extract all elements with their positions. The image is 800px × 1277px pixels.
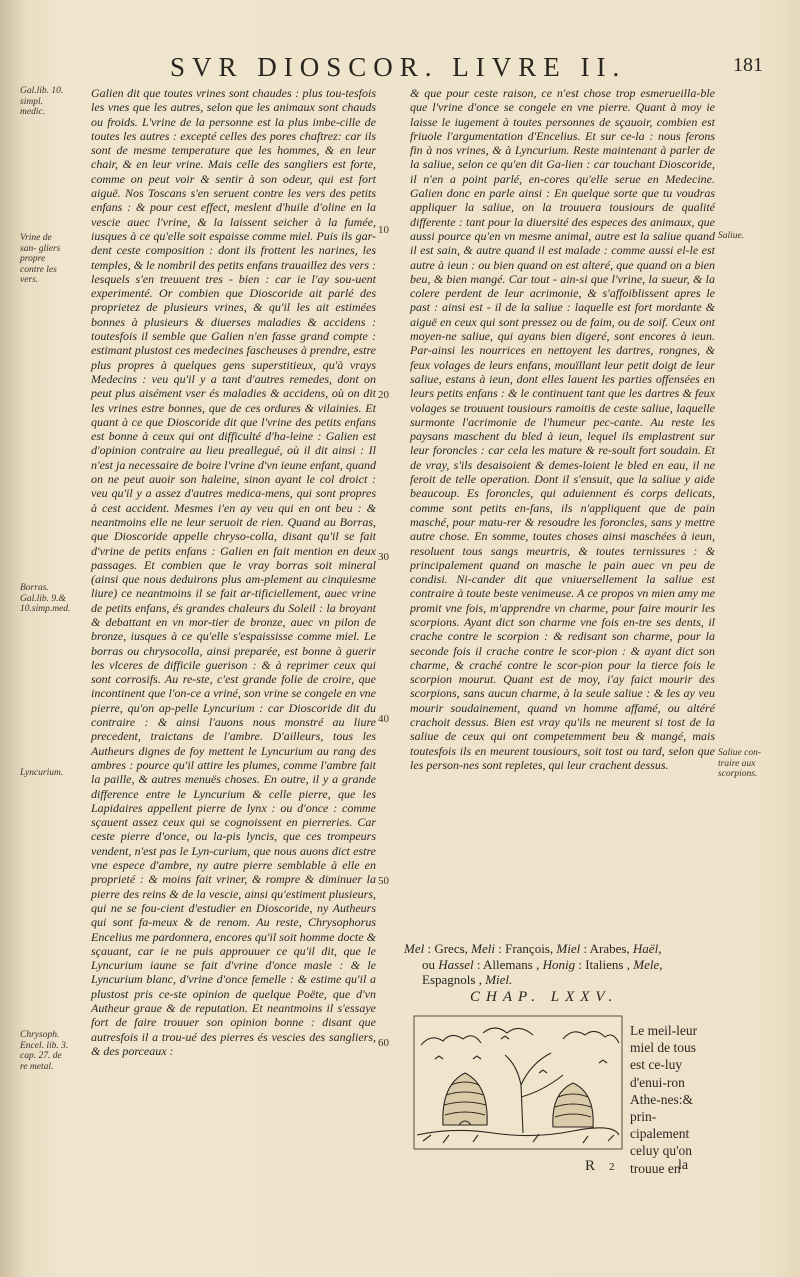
line-number: 40	[378, 713, 389, 725]
name-spanish-miel: Miel.	[485, 972, 513, 987]
label-german: : Allemans ,	[473, 956, 543, 972]
margin-note-borras: Borras. Gal.lib. 9.& 10.simp.med.	[20, 583, 71, 614]
chapter-body-text: Le meil-leur miel de tous est ce-luy d'enui-ron Athe-nes:& prin-cipalement celuy qu'on trouue en	[630, 1023, 698, 1176]
or-word: ou	[422, 956, 439, 972]
honey-names-line-1	[404, 941, 734, 957]
separator: ,	[658, 941, 662, 956]
margin-note-saliue-scorpions: Saliue con- traire aux scorpions.	[718, 748, 762, 779]
label-italian: : Italiens ,	[575, 956, 634, 972]
separator: ,	[659, 956, 663, 972]
running-title: SVR DIOSCOR. LIVRE II.	[170, 52, 627, 82]
honey-names-line-3	[404, 972, 734, 988]
name-french: Meli	[471, 941, 495, 956]
line-number: 30	[378, 551, 389, 563]
line-number: 60	[378, 1037, 389, 1049]
label-spanish: Espagnols ,	[422, 972, 486, 987]
margin-note-saliue: Saliue.	[718, 231, 745, 241]
name-greek: Mel	[404, 941, 425, 956]
beehive-woodcut	[413, 1015, 623, 1150]
page-number: 181	[733, 54, 763, 76]
signature-number: 2	[609, 1161, 615, 1173]
name-italian: Honig	[542, 956, 576, 972]
catchword: la	[678, 1158, 689, 1173]
chapter-heading: CHAP. LXXV.	[470, 989, 619, 1005]
margin-note-chrysophorus: Chrysoph. Encel. lib. 3. cap. 27. de re metal.	[20, 1030, 69, 1072]
page-header	[0, 46, 800, 86]
right-column-text	[410, 86, 715, 772]
margin-note-vrine-sangliers: Vrine de san- gliers propre contre les vers.	[20, 233, 61, 285]
line-number: 50	[378, 875, 389, 887]
name-spanish: Mele	[633, 956, 660, 972]
honey-names	[404, 941, 734, 988]
left-column-text	[91, 86, 376, 1058]
signature-letter: R	[585, 1158, 596, 1174]
name-german-1: Haël	[632, 941, 659, 956]
right-column-paragraph: & que pour ceste raison, ce n'est chose trop esmerueilla-ble que l'vrine d'once se congele en vne pierre. Quant à moy ie laisse le iugement à toutes personnes de sçauoir, combien est friuole l'argumentation d'Encelius. Et sur ce-la : nous ferons fin à nos vrines, & à Lyncurium. Reste maintenant à parler de la saliue, selon ce qu'en dit Ga-lien : car touchant Dioscoride, il n'en a point parlé, en-cores qu'elle serue en Medecine. Galien donc en parle ainsi : En quelque sorte que tu voudras appliquer la saliue, on la trouuera tousiours de qualité differente : tant pour la diuersité des especes des animaux, que aussi pource qu'en vn mesme animal, autre est la saliue quand il est sain, & autre quand il est malade : comme aussi el-le est autre à ieun : ou bien quand on est alteré, que quand on a bien beu, & bien mangé. Car tout - ain-si que l'vrine, la sueur, & la colere perdent de leur acrimonie, & s'affoiblissent apres le past : ainsi est - il de la saliue : laquelle est fort mordante & aiguë en ceux qui sont pressez ou de faim, ou de soif. Ceux ont moyen-ne saliue, qui ayans bien digeré, sont encores à ieun. Par-ainsi les nourrices en nettoyent les dartres, rongnes, & feux volages de leurs enfans, mouïllant leur petit doigt de leur saliue, estans à ieun, dont elles lauent les parties offensées en leurs petits enfans : & le continuent tant que les dartres & feux volages se trouuent tousiours ramoitis de ceste saliue, laquelle surmonte l'acrimonie de l'humeur pec-cante. Au reste les paysans maschent du bled à ieun, lequel ils emplastrent sur leur foroncles : car cela les mature & re-soult fort soudain. Et de vray, s'ils desaisoient & demes-loient le bled en eau, il ne feroit de telle operation. Dont il s'ensuit, que la saliue y aide beaucoup. Es foroncles, qui aduiennent és corps delicats, comme sont petits en-fans, ils n'appliquent que de pain masché, pour matu-rer & resoudre les foroncles, sans y mettre autre chose. En somme, toutes choses ainsi maschées à ieun, resoluent tous sangs meurtris, & toutes ternissures : & principalement quand on masche le pain auec vn peu de condisi. Ni-cander dit que vniuersellement la saliue est contraire à toute beste venimeuse. A ce propos vn mien amy me promit vne fois, m'apprendre vn charme, pour faire mourir les scorpions. Ayant dict son charme vne fois en-tre ses dents, il crache contre le scorpion : & redisant son charme, pour la seconde fois il crache contre le scor-pion : & ayant dict son charme, & craché contre le scor-pion pour la tierce fois le scorpion mourut. Quant est de moy, i'ay faict mourir des scorpions, sans aucun charme, à la seule saliue : & les ay veu mourir soudainement, quand vn homme affamé, ou altéré crachoit dessus. Bien est vray qu'ils ne meurent si tost de la saliue de ceux qui ont competemment beu & mangé, mais toutesfois ils en meurent tousiours, soit tost ou tard, selon que les person-nes sont repletes, qui leur crachent dessus.	[410, 86, 715, 772]
line-number: 20	[378, 389, 389, 401]
name-german-2: Hassel	[438, 956, 474, 972]
margin-note-galien: Gal.lib. 10. simpl. medic.	[20, 86, 64, 117]
left-column-paragraph: Galien dit que toutes vrines sont chaudes : plus tou-tesfois les vnes que les autres, selon que les animaux sont chauds ou froids. L'vrine de la personne est la plus imbe-cille de toutes les autres : excepté celles des pores chaftrez: car ils sont de mesme temperature que les hommes, & en leur chair, & en leur vrine. Mais celle des sangliers est forte, comme on peut voir & sentir à son odeur, qui est fort aiguë. Nos Toscans s'en seruent contre les vers des petits enfans : & pour cest effect, meslent d'huile d'oline en la vescie auec l'vrine, & la laissent seicher à la fumée, iusques à ce qu'elle soit espaisse comme miel. Puis ils gar-dent ceste composition : dont ils frottent les narines, les temples, & le nombril des petits enfans trauaillez des vers : lesquels s'en treuuent tres - bien : car ie l'ay sou-uent experimenté. Or combien que Dioscoride ait parlé des proprietez de plusieurs vrines, & qu'il les ait estimées bonnes à plusieurs & diuerses maladies & accidens : toutesfois il semble que Galien n'en fasse grand compte : estimant plustost ces medecines fascheuses à prendre, estre plus propres à quelques gens superstitieux, qu'à vrays Medecins : veu qu'il y a tant d'autres remedes, dont on peut plus aisément vser és maladies & accidens, où on dit les vrines estre bonnes, que de ces ordures & vilainies. Et quant à ce que Dioscoride dit que l'vrine des petits enfans est bonne à ceux qui ont difficulté d'ha-leine : Galien est d'opinion contraire au lieu preallegué, où il dit ainsi : Il n'est ja necessaire de boire l'vrine d'vn ieune enfant, quand on ne peut auoir son haleine, sinon ayant le col droict : veu qu'il y a assez d'autres medica-mens, qui sont propres à cest accident. Mesmes i'en ay veu qui en ont beu : & neantmoins elle ne leur seruoit de rien. Quand au Borras, que Dioscoride appelle chryso-colla, disant qu'il se fait d'vrine de petits enfans : Galien en fait mention en deux passages. Et combien que le vray borras soit mineral (ainsi que nous deduirons plus am-plement au cinquiesme liure) ce neantmoins il se fait ar-tificiellement, auec vrine de petits enfans, és grandes chaleurs du Soleil : la broyant & debattant en vn mor-tier de bronze, auec vn pilon de bronze, iusques à ce qu'elle s'espaississe comme miel. Le borras ou chrysocolla, ainsi preparée, est bonne à guerir les vlceres de difficile guerison : & à reprimer ceux qui sont corrosifs. Au re-ste, c'est grande folie de croire, que incontinent que l'on-ce a vriné, son vrine se congele en vne pierre, qu'on ap-pelle Lyncurium : car Dioscoride dit du contraire : & ainsi l'auons nous monstré au liure precedent, traictans de l'ambre. D'ailleurs, tous les Autheurs dignes de foy mettent le Lyncurium au rang des ambres : pource qu'il attire les plumes, comme l'ambre fait la paille, & autres menuës choses. En outre, il y a grande difference entre le Lyncurium & celle pierre, que les Lapidaires appellent pierre de lynx : ou d'once : comme sçauent assez ceux qui se cognoissent en pierreries. Car ceste pierre d'once, ou la-pis lyncis, que ces trompeurs vendent, n'est pas le Lyn-curium, que nous auons dict estre vne espece d'ambre, ny autre pierre semblable à elle en proprieté : & moins fait vriner, & rompre & diminuer la pierre des reins & de la vescie, ainsi qu'estiment plusieurs, qui ne se fou-cient d'estudier en Dioscoride, ny Autheurs qui sont fa-meux & de renom. Au reste, Chrysophorus Encelius me pardonnera, encores qu'il soit homme docte & sçauant, car ie ne puis approuuer ce qu'il dit, que le Lyncurium iaune se fait d'vrine d'once masle : & le Lyncurium blanc, d'vrine d'once femelle : & estime qu'il a plustost pris ce-ste opinion de quelque Poëte, que d'vn Autheur graue & de reputation. Et neantmoins il s'essaye fort de faire trouuer son opinion bonne : disant que autresfois il a trou-ué des pierres és vescies des sangliers, & des porceaux :	[91, 86, 376, 1058]
name-arabic: Miel	[556, 941, 581, 956]
label-greek: : Grecs,	[424, 941, 472, 956]
margin-note-lyncurium: Lyncurium.	[20, 768, 64, 778]
honey-names-line-2	[404, 957, 734, 973]
line-number: 10	[378, 224, 389, 236]
label-arabic: : Arabes,	[580, 941, 633, 956]
label-french: : François,	[494, 941, 557, 956]
signature-mark	[585, 1158, 615, 1175]
